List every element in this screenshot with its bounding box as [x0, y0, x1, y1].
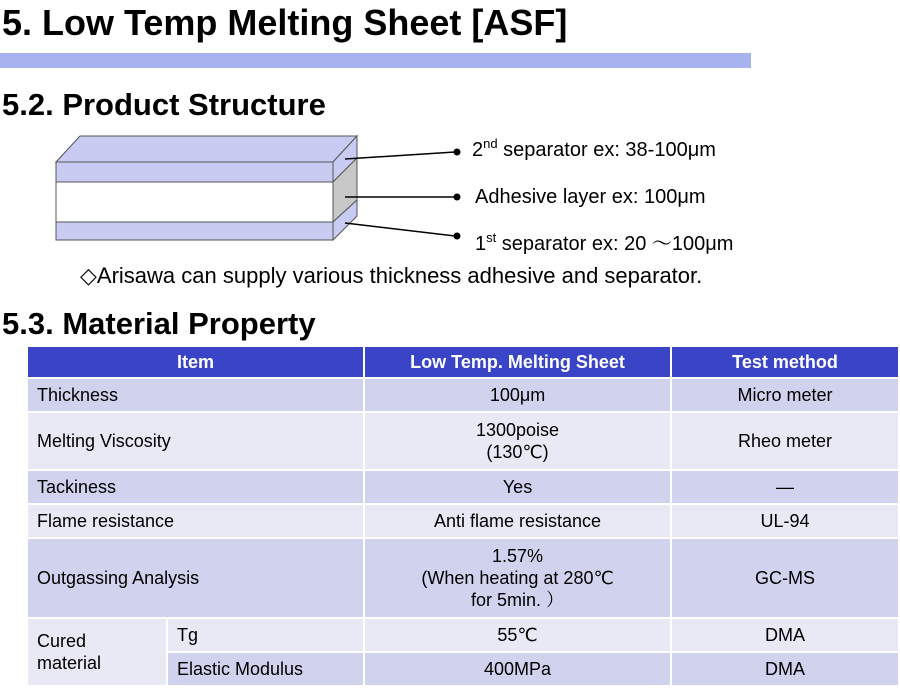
cell-item: Tackiness	[27, 470, 364, 504]
cell-value: 1300poise (130℃)	[364, 412, 671, 470]
cell-method: GC-MS	[671, 538, 899, 618]
callout-1st-separator: 1st separator ex: 20 ～100μm	[475, 230, 734, 255]
cell-method: ―	[671, 470, 899, 504]
layer-adhesive	[56, 182, 333, 222]
cell-method: DMA	[671, 618, 899, 652]
header-product: Low Temp. Melting Sheet	[364, 346, 671, 378]
layer-stack-illustration	[0, 120, 900, 270]
section-heading-product-structure: 5.2. Product Structure	[2, 87, 326, 122]
cell-method: Micro meter	[671, 378, 899, 412]
cell-value: 55℃	[364, 618, 671, 652]
cell-value: 1.57% (When heating at 280℃ for 5min. ）	[364, 538, 671, 618]
cell-subitem: Tg	[167, 618, 364, 652]
cell-method: UL-94	[671, 504, 899, 538]
layer-2nd-separator	[56, 162, 333, 182]
cell-method: DMA	[671, 652, 899, 686]
top-face	[56, 136, 357, 162]
structure-diagram	[0, 120, 900, 270]
title-underline-bar	[0, 53, 751, 68]
callout-2nd-separator: 2nd separator ex: 38-100μm	[472, 136, 716, 161]
cell-item: Flame resistance	[27, 504, 364, 538]
callout-adhesive-layer: Adhesive layer ex: 100μm	[475, 186, 706, 208]
table-row	[27, 618, 899, 652]
bullet-2nd	[454, 149, 461, 156]
table-row	[27, 378, 899, 412]
cell-subitem: Elastic Modulus	[167, 652, 364, 686]
bullet-adhesive	[454, 194, 461, 201]
cell-value: Yes	[364, 470, 671, 504]
leader-line-2nd	[345, 152, 455, 159]
cell-method: Rheo meter	[671, 412, 899, 470]
page-title: 5. Low Temp Melting Sheet [ASF]	[2, 2, 568, 43]
table-row	[27, 412, 899, 470]
header-test-method: Test method	[671, 346, 899, 378]
cell-cured-material-label: Cured material	[27, 618, 167, 686]
table-header-row	[27, 346, 899, 378]
section-heading-material-property: 5.3. Material Property	[2, 306, 316, 341]
cell-value: 400MPa	[364, 652, 671, 686]
cell-value: Anti flame resistance	[364, 504, 671, 538]
table-row	[27, 504, 899, 538]
material-property-table	[26, 345, 900, 687]
table-row	[27, 470, 899, 504]
header-item: Item	[27, 346, 364, 378]
bullet-1st	[454, 233, 461, 240]
cell-value: 100μm	[364, 378, 671, 412]
leader-line-1st	[345, 223, 455, 236]
cell-item: Thickness	[27, 378, 364, 412]
table-row	[27, 538, 899, 618]
layer-1st-separator	[56, 222, 333, 240]
cell-item: Melting Viscosity	[27, 412, 364, 470]
supply-note: ◇Arisawa can supply various thickness adhesive and separator.	[80, 263, 703, 288]
cell-item: Outgassing Analysis	[27, 538, 364, 618]
